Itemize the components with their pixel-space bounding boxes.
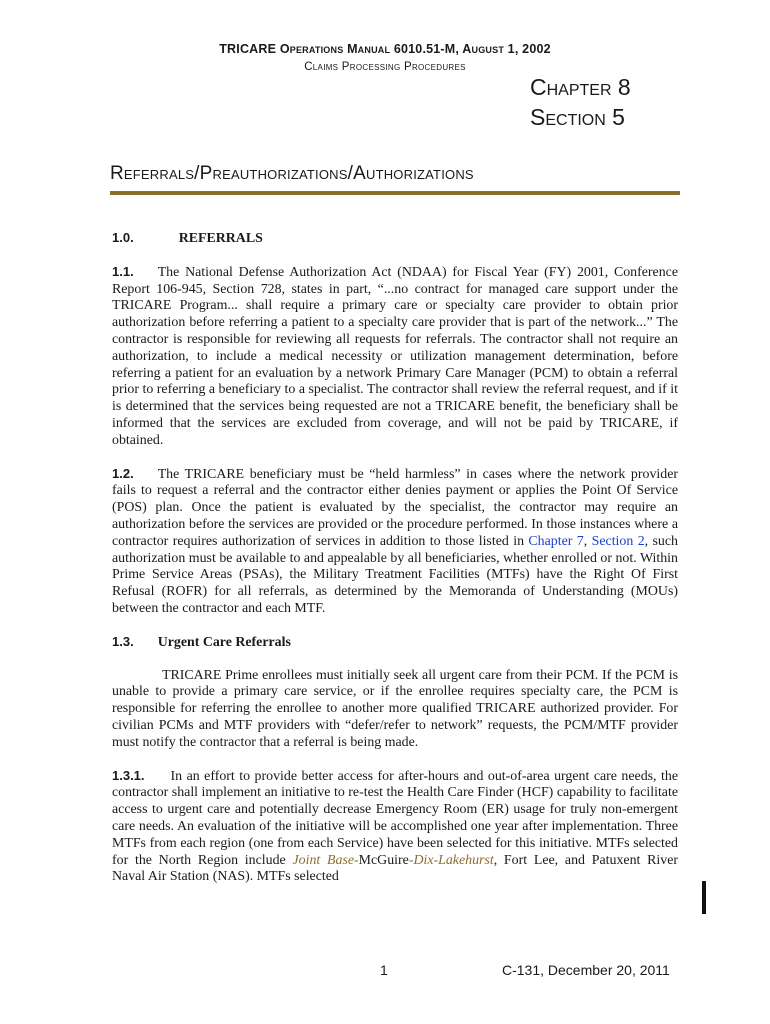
- doc-subtitle: Claims Processing Procedures: [304, 61, 466, 73]
- section-number: 1.3.: [112, 633, 134, 649]
- section-number: 1.2.: [112, 465, 134, 481]
- change-bar: [702, 881, 706, 914]
- paragraph-text: TRICARE Prime enrollees must initially seek all urgent care from their PCM. If the PCM is unable to provide a primary care service, or if the enrollee requires specialty care, the PCM is responsible for referring the enrollee to another more qualified TRICARE authorized provider. For civilian PCMs and MTF providers with “defer/refer to network” requests, the PCM/MTF provider must notify the contractor that a referral is being made.: [112, 667, 678, 750]
- section-1-1: [112, 264, 678, 450]
- changed-text: -Dix-Lakehurst: [408, 852, 494, 868]
- paragraph-text: , such authorization must be available to and appealable by all beneficiaries, whether enrolled or not. Within Prime Service Areas (PSAs), the Military Treatment Facilities (MTFs) have the Right Of First Refusal (ROFR) for all referrals, as determined by the Memoranda of Understanding (MOUs) between the contractor and each MTF.: [112, 533, 678, 616]
- paragraph-text: McGuire: [358, 852, 409, 868]
- section-heading-referrals: REFERRALS: [178, 231, 263, 246]
- section-number: 1.3.1.: [112, 767, 145, 783]
- section-1-2: [112, 466, 678, 618]
- chapter-7-link[interactable]: Chapter 7: [528, 533, 584, 549]
- link-separator: ,: [583, 533, 592, 549]
- heading-rule: [110, 191, 680, 195]
- section-number: 1.0.: [112, 230, 134, 245]
- section-1-3-1: [112, 768, 678, 887]
- body-text: [112, 230, 678, 902]
- section-1-3: [112, 634, 678, 652]
- section-2-link[interactable]: Section 2: [591, 533, 645, 549]
- paragraph-text: The National Defense Authorization Act (NDAA) for Fiscal Year (FY) 2001, Conference Report 106-945, Section 728, states in part, “...no contract for managed care support under the TRICARE Program... shall require a primary care or specialty care provider to obtain prior authorization before referring a patient to a specialty care provider that is part of the network...” The contractor is responsible for reviewing all requests for referrals. The contractor shall not require an authorization, to include a medical necessity or utilization management determination, before referring a patient for an evaluation by a network Primary Care Manager (PCM) to obtain a referral prior to referring a beneficiary to a specialist. The contractor shall review the referral request, and if it is determined that the services being requested are not a TRICARE benefit, the beneficiary shall be informed that the services are excluded from coverage, and will not be paid by TRICARE, if obtained.: [112, 264, 678, 448]
- paragraph-text: The TRICARE beneficiary must be “held harmless” in cases where the network provider fails to request a referral and the contractor either denies payment or applies the Point Of Service (POS) plan. Once the patient is evaluated by the specialist, the contractor may require an authorization before the services are provided or the procedure performed. In those instances where a contractor requires authorization of services in addition to those listed in: [112, 466, 678, 549]
- chapter-label: Chapter 8: [530, 74, 631, 100]
- manual-title: TRICARE Operations Manual 6010.51-M, August 1, 2002: [219, 42, 551, 56]
- section-number: 1.1.: [112, 263, 134, 279]
- paragraph-text: , Fort Lee, and Patuxent River Naval Air Station (NAS). MTFs selected: [112, 852, 679, 885]
- section-heading: Referrals/Preauthorizations/Authorizations: [110, 163, 474, 184]
- section-1-3-text: [112, 668, 678, 752]
- page-number: 1: [380, 962, 388, 978]
- section-heading-urgent-care: Urgent Care Referrals: [157, 634, 291, 650]
- section-1-0: [112, 230, 678, 248]
- changed-text: Joint Base-: [292, 852, 359, 868]
- change-note: C-131, December 20, 2011: [502, 962, 670, 978]
- paragraph-text: In an effort to provide better access for after-hours and out-of-area urgent care needs, the contractor shall implement an initiative to re-test the Health Care Finder (HCF) capability to facilitate access to urgent care and potentially decrease Emergency Room (ER) usage for truly non-emergent care needs. An evaluation of the initiative will be accomplished one year after implementation. Three MTFs from each region (one from each Service) have been selected for this initiative. MTFs selected for the North Region include: [112, 768, 678, 868]
- section-label: Section 5: [530, 104, 625, 130]
